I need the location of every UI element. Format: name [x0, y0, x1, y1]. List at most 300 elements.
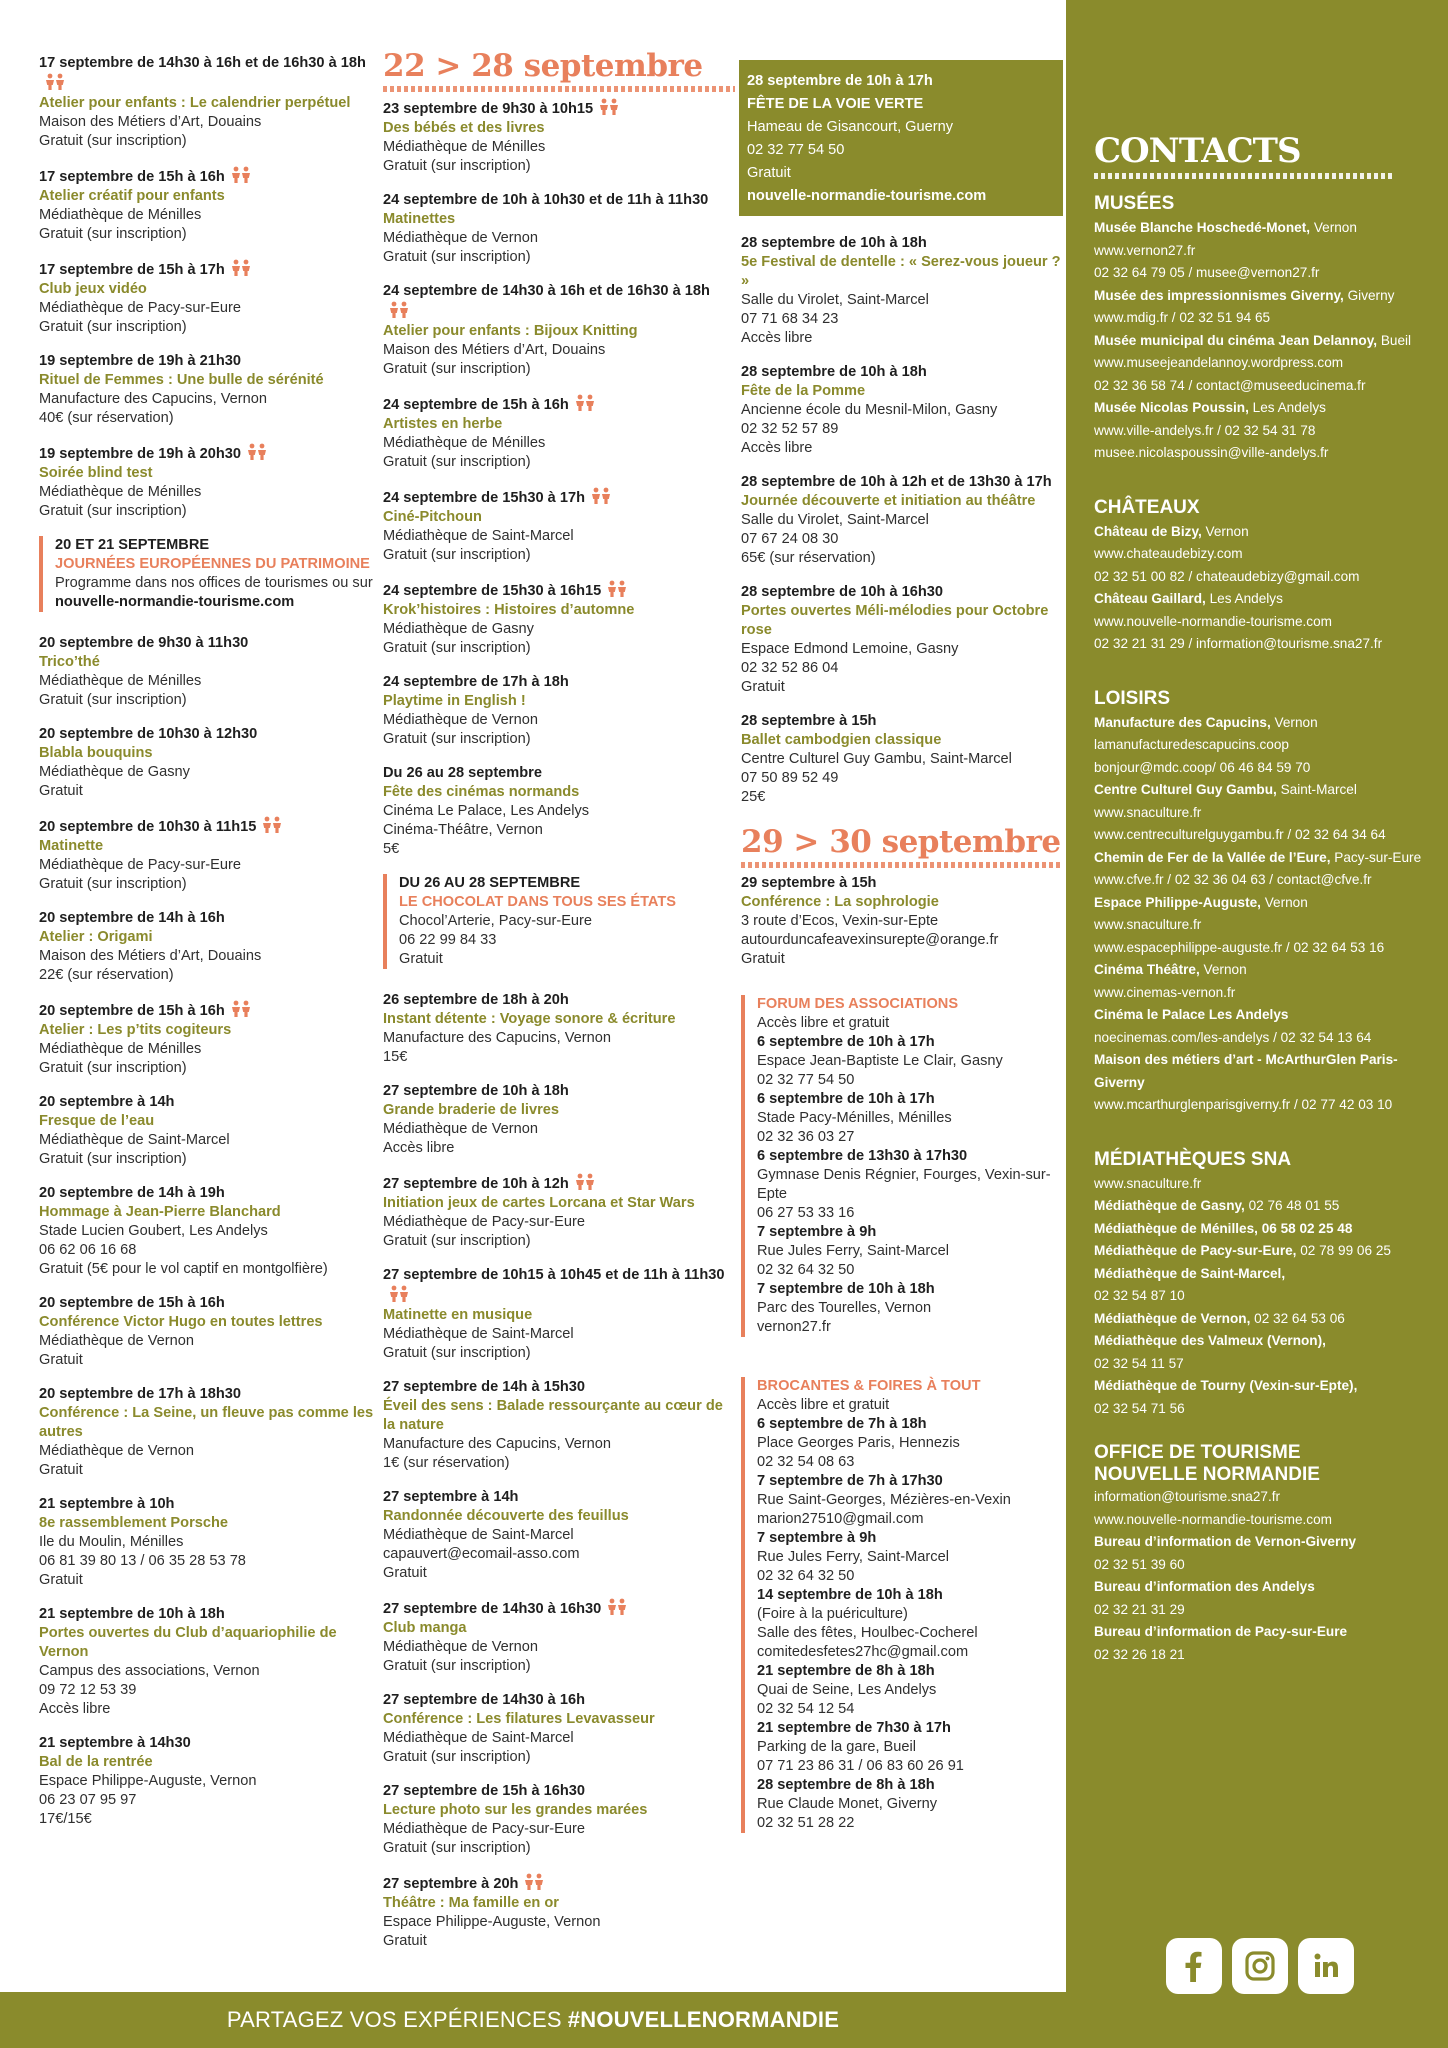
block-item-detail: 02 32 51 28 22	[757, 1815, 855, 1831]
contact-name-line	[1094, 1330, 1424, 1353]
footer-text: PARTAGEZ VOS EXPÉRIENCES	[226, 2007, 562, 2032]
contact-name-line	[1094, 1240, 1424, 1263]
block-item-date: 7 septembre de 7h à 17h30	[757, 1473, 943, 1489]
contact-detail: www.snaculture.fr	[1094, 1175, 1202, 1191]
wavy-divider	[383, 86, 735, 92]
event-header	[383, 1598, 735, 1619]
contact-detail: www.nouvelle-normandie-tourisme.com	[1094, 1511, 1332, 1527]
contact-name-line	[1094, 1218, 1424, 1241]
event-detail: Espace Edmond Lemoine, Gasny	[741, 641, 959, 657]
contact-name-line	[1094, 892, 1424, 915]
event-title: Krok’histoires : Histoires d’automne	[383, 602, 635, 618]
event-date: 29 septembre à 15h	[741, 875, 877, 891]
event-title: Matinettes	[383, 211, 456, 227]
event-title: Lecture photo sur les grandes marées	[383, 1802, 648, 1818]
event-detail: Gratuit	[39, 1572, 83, 1588]
event-title: Bal de la rentrée	[39, 1754, 153, 1770]
contact-name-line	[1094, 1263, 1424, 1286]
block-item-date: 6 septembre de 10h à 17h	[757, 1091, 935, 1107]
event-item	[39, 816, 379, 894]
contact-name-line	[1094, 1195, 1424, 1218]
event-detail: Accès libre	[741, 330, 813, 346]
contact-name: Bureau d’information de Pacy-sur-Eure	[1094, 1624, 1348, 1639]
block-item-detail: Rue Claude Monet, Giverny	[757, 1796, 938, 1812]
contact-entry	[1094, 285, 1424, 330]
children-icon	[605, 1598, 629, 1616]
event-item	[39, 1294, 379, 1370]
event-detail: Médiathèque de Ménilles	[39, 673, 202, 689]
event-title: Club manga	[383, 1620, 467, 1636]
contact-name: Médiathèque de Gasny,	[1094, 1198, 1245, 1213]
contact-entry	[1094, 1375, 1424, 1420]
event-detail: 02 32 52 57 89	[741, 421, 839, 437]
event-detail: Médiathèque de Pacy-sur-Eure	[39, 857, 241, 873]
contact-detail: 02 32 54 11 57	[1094, 1355, 1184, 1371]
contact-detail: www.ville-andelys.fr / 02 32 54 31 78	[1094, 422, 1316, 438]
event-header	[383, 1488, 735, 1507]
contact-name: Médiathèque des Valmeux (Vernon),	[1094, 1333, 1326, 1348]
event-detail: autourduncafeavexinsurepte@orange.fr	[741, 932, 999, 948]
event-detail: Médiathèque de Ménilles	[383, 435, 546, 451]
event-header	[39, 1495, 379, 1514]
brocantes-foires	[741, 1377, 1061, 1833]
children-icon	[260, 816, 284, 834]
event-detail: Gratuit (sur inscription)	[39, 876, 187, 892]
voie-verte-line: 02 32 77 54 50	[747, 142, 845, 158]
event-title: Randonnée découverte des feuillus	[383, 1508, 629, 1524]
event-title: Fête des cinémas normands	[383, 784, 580, 800]
event-title: Ciné-Pitchoun	[383, 509, 482, 525]
contact-detail: www.chateaudebizy.com	[1094, 546, 1243, 561]
contact-entry	[1094, 1576, 1424, 1621]
contact-entry	[1094, 1049, 1424, 1117]
event-detail: 02 32 52 86 04	[741, 660, 839, 676]
voie-verte-link[interactable]: nouvelle-normandie-tourisme.com	[747, 188, 987, 204]
event-detail: 65€ (sur réservation)	[741, 550, 876, 566]
event-header	[39, 634, 379, 653]
event-detail: Maison des Métiers d’Art, Douains	[39, 114, 262, 130]
event-date: 19 septembre de 19h à 20h30	[39, 446, 241, 462]
contact-detail: 02 32 21 31 29 / information@tourisme.sna27.fr	[1094, 636, 1383, 651]
event-item	[383, 764, 735, 859]
event-date: 27 septembre de 14h30 à 16h	[383, 1692, 585, 1708]
contact-place: 02 78 99 06 25	[1296, 1243, 1391, 1258]
event-item	[383, 487, 735, 565]
contact-name: Bureau d’information des Andelys	[1094, 1579, 1315, 1594]
event-date: 20 septembre de 9h30 à 11h30	[39, 635, 249, 651]
contact-entry	[1094, 1004, 1424, 1049]
contact-detail: www.centreculturelguygambu.fr / 02 32 64 34 64	[1094, 827, 1386, 842]
event-detail: 07 67 24 08 30	[741, 531, 839, 547]
block-item-date: 7 septembre à 9h	[757, 1224, 877, 1240]
contact-detail: bonjour@mdc.coop/ 06 46 84 59 70	[1094, 759, 1311, 775]
contact-detail: information@tourisme.sna27.fr	[1094, 1489, 1281, 1504]
event-date: 27 septembre de 14h30 à 16h30	[383, 1601, 602, 1617]
event-date: 24 septembre de 15h30 à 16h15	[383, 583, 602, 599]
event-detail: Gratuit (sur inscription)	[383, 361, 531, 377]
event-header	[383, 1378, 735, 1397]
event-date: 21 septembre à 14h30	[39, 1735, 191, 1751]
children-icon	[43, 73, 67, 91]
event-date: 28 septembre à 15h	[741, 713, 877, 729]
event-detail: Ancienne école du Mesnil-Milon, Gasny	[741, 402, 998, 418]
block-item-detail: 02 32 77 54 50	[757, 1072, 855, 1088]
event-detail: Gratuit (sur inscription)	[39, 133, 187, 149]
block-item-detail: Stade Pacy-Ménilles, Ménilles	[757, 1110, 952, 1126]
event-date: 27 septembre de 10h15 à 10h45 et de 11h à 11h30	[383, 1267, 725, 1283]
block-intro: Accès libre et gratuit	[757, 1015, 890, 1031]
event-header	[39, 1000, 379, 1021]
contact-detail: www.snaculture.fr	[1094, 917, 1202, 932]
event-item	[741, 363, 1061, 458]
spacer	[1094, 1420, 1424, 1442]
block-item-detail: 02 32 36 03 27	[757, 1129, 855, 1145]
spacer	[1094, 656, 1424, 674]
event-header	[383, 1082, 735, 1101]
highlight-title: LE CHOCOLAT DANS TOUS SES ÉTATS	[399, 894, 677, 910]
event-detail: Gratuit	[383, 1933, 427, 1949]
block-item-detail: Parking de la gare, Bueil	[757, 1739, 917, 1755]
contact-name: Cinéma Théâtre,	[1094, 962, 1200, 977]
event-item	[383, 1173, 735, 1251]
block-item-date: 6 septembre de 10h à 17h	[757, 1034, 935, 1050]
event-title: Conférence : Les filatures Levavasseur	[383, 1711, 655, 1727]
instagram-icon[interactable]	[1232, 1938, 1288, 1994]
event-header	[741, 234, 1061, 253]
contact-name-line	[1094, 1049, 1424, 1094]
event-item	[39, 1093, 379, 1169]
contact-place: Vernon	[1199, 962, 1247, 977]
contact-detail: 02 32 26 18 21	[1094, 1646, 1185, 1662]
event-header	[383, 98, 735, 119]
event-detail: Centre Culturel Guy Gambu, Saint-Marcel	[741, 751, 1012, 767]
contact-detail: www.cfve.fr / 02 32 36 04 63 / contact@cfve.fr	[1094, 872, 1372, 887]
event-date: 24 septembre de 17h à 18h	[383, 674, 569, 690]
event-item	[39, 1184, 379, 1279]
event-title: Matinette en musique	[383, 1307, 533, 1323]
event-header	[39, 1093, 379, 1112]
linkedin-icon[interactable]	[1298, 1938, 1354, 1994]
column-3	[741, 60, 1061, 1855]
event-detail: 40€ (sur réservation)	[39, 410, 174, 426]
event-detail: Médiathèque de Ménilles	[39, 484, 202, 500]
contact-category: LOISIRS	[1094, 687, 1171, 709]
event-date: 28 septembre de 10h à 16h30	[741, 584, 943, 600]
event-detail: Gratuit (sur inscription)	[383, 1345, 531, 1361]
event-header	[39, 352, 379, 371]
contact-name: Château Gaillard,	[1094, 591, 1206, 606]
event-list	[741, 874, 1061, 969]
event-date: 28 septembre de 10h à 18h	[741, 235, 927, 251]
block-item-detail: (Foire à la puériculture)	[757, 1606, 908, 1622]
event-detail: Médiathèque de Saint-Marcel	[383, 1527, 574, 1543]
event-title: Hommage à Jean-Pierre Blanchard	[39, 1204, 281, 1220]
contact-detail: 02 32 64 79 05 / musee@vernon27.fr	[1094, 265, 1320, 280]
footer-hashtag[interactable]: #NOUVELLENORMANDIE	[567, 2007, 840, 2032]
event-header	[39, 909, 379, 928]
event-item	[383, 191, 735, 267]
contact-detail: www.mcarthurglenparisgiverny.fr / 02 77 42 03 10	[1094, 1097, 1393, 1112]
event-item	[39, 725, 379, 801]
event-detail: Médiathèque de Ménilles	[39, 1041, 202, 1057]
event-detail: Manufacture des Capucins, Vernon	[383, 1030, 611, 1046]
event-title: Conférence : La Seine, un fleuve pas comme les autres	[39, 1405, 374, 1440]
contact-entry	[1094, 1531, 1424, 1576]
event-detail: Gratuit	[39, 783, 83, 799]
event-item	[741, 874, 1061, 969]
event-detail: Gratuit (sur inscription)	[383, 1233, 531, 1249]
event-detail: Cinéma-Théâtre, Vernon	[383, 822, 543, 838]
event-detail: Maison des Métiers d’Art, Douains	[383, 342, 606, 358]
highlight-patrimoine	[39, 536, 379, 612]
contact-name: Médiathèque de Saint-Marcel,	[1094, 1265, 1286, 1281]
event-detail: Accès libre	[741, 440, 813, 456]
event-detail: Médiathèque de Pacy-sur-Eure	[39, 300, 241, 316]
event-date: 28 septembre de 10h à 12h et de 13h30 à 17h	[741, 474, 1052, 490]
block-title: BROCANTES & FOIRES À TOUT	[757, 1378, 981, 1394]
event-title: Journée découverte et initiation au théâtre	[741, 493, 1036, 509]
event-date: 21 septembre à 10h	[39, 1496, 175, 1512]
event-header	[39, 443, 379, 464]
event-detail: Médiathèque de Saint-Marcel	[383, 1326, 574, 1342]
event-item	[383, 1598, 735, 1676]
event-detail: Ile du Moulin, Ménilles	[39, 1534, 184, 1550]
event-header	[39, 1184, 379, 1203]
block-item-date: 28 septembre de 8h à 18h	[757, 1777, 935, 1793]
event-header	[383, 673, 735, 692]
contact-name: Chemin de Fer de la Vallée de l’Eure,	[1094, 849, 1331, 865]
block-item-detail: Salle des fêtes, Houlbec-Cocherel	[757, 1625, 978, 1641]
contact-detail: www.museejeandelannoy.wordpress.com	[1094, 355, 1344, 370]
event-header	[741, 583, 1061, 602]
column-1	[39, 54, 379, 1844]
event-detail: 15€	[383, 1049, 408, 1065]
event-date: Du 26 au 28 septembre	[383, 765, 542, 781]
contact-entry	[1094, 959, 1424, 1004]
event-detail: Médiathèque de Saint-Marcel	[39, 1132, 230, 1148]
event-title: Trico’thé	[39, 654, 100, 670]
event-detail: Médiathèque de Pacy-sur-Eure	[383, 1214, 585, 1230]
contact-detail: 02 32 54 87 10	[1094, 1288, 1185, 1303]
event-title: Soirée blind test	[39, 465, 153, 481]
contact-name: Manufacture des Capucins,	[1094, 714, 1271, 730]
event-detail: Campus des associations, Vernon	[39, 1663, 260, 1679]
event-detail: 17€/15€	[39, 1811, 92, 1827]
event-date: 27 septembre à 20h	[383, 1876, 519, 1892]
block-item-date: 6 septembre de 7h à 18h	[757, 1416, 927, 1432]
contact-name-line	[1094, 330, 1424, 353]
event-detail: Gratuit	[383, 1565, 427, 1581]
contact-name-line	[1094, 1531, 1424, 1554]
event-title: Atelier créatif pour enfants	[39, 188, 225, 204]
contact-name-line	[1094, 1621, 1424, 1644]
event-header	[39, 725, 379, 744]
event-detail: Médiathèque de Vernon	[39, 1443, 194, 1459]
highlight-date: DU 26 AU 28 SEPTEMBRE	[399, 875, 581, 891]
block-item-detail: 07 71 23 86 31 / 06 83 60 26 91	[757, 1758, 964, 1774]
event-detail: Gratuit (sur inscription)	[383, 1840, 531, 1856]
contact-detail: 02 32 36 58 74 / contact@museeducinema.fr	[1094, 377, 1366, 393]
block-item-detail: Rue Jules Ferry, Saint-Marcel	[757, 1243, 949, 1259]
event-item	[383, 282, 735, 379]
event-date: 20 septembre de 15h à 16h	[39, 1295, 225, 1311]
block-item-detail: Parc des Tourelles, Vernon	[757, 1300, 932, 1316]
event-item	[39, 259, 379, 337]
contact-entry	[1094, 330, 1424, 398]
event-header	[383, 991, 735, 1010]
contact-category: OFFICE DE TOURISME	[1094, 1442, 1301, 1463]
event-date: 20 septembre de 10h30 à 12h30	[39, 726, 258, 742]
contact-entry	[1094, 1218, 1424, 1241]
contact-name-line	[1094, 588, 1424, 611]
event-detail: Médiathèque de Ménilles	[39, 207, 202, 223]
contact-place: Pacy-sur-Eure	[1330, 849, 1422, 865]
event-title: Ballet cambodgien classique	[741, 732, 942, 748]
block-item-date: 21 septembre de 7h30 à 17h	[757, 1720, 951, 1736]
contact-entry	[1094, 892, 1424, 960]
contact-name-line	[1094, 959, 1424, 982]
event-detail: Gratuit (sur inscription)	[39, 226, 187, 242]
contact-place: Vernon	[1201, 523, 1249, 539]
contact-name-line	[1094, 397, 1424, 420]
event-detail: Cinéma Le Palace, Les Andelys	[383, 803, 590, 819]
event-detail: Gratuit (5€ pour le vol captif en montgolfière)	[39, 1261, 328, 1277]
block-title: FORUM DES ASSOCIATIONS	[757, 996, 959, 1012]
event-detail: Gratuit (sur inscription)	[383, 731, 531, 747]
event-detail: Gratuit (sur inscription)	[383, 158, 531, 174]
contacts-sidebar	[1066, 0, 1448, 2048]
contact-name-line	[1094, 712, 1424, 735]
event-item	[741, 234, 1061, 348]
event-detail: Gratuit (sur inscription)	[383, 1749, 531, 1765]
event-item	[383, 991, 735, 1067]
event-detail: 06 62 06 16 68	[39, 1242, 137, 1258]
contact-place: Vernon	[1260, 894, 1308, 910]
event-detail: 1€ (sur réservation)	[383, 1455, 510, 1471]
contact-detail: 02 32 54 71 56	[1094, 1400, 1185, 1416]
voie-verte-line: Hameau de Gisancourt, Guerny	[747, 119, 954, 135]
event-title: Conférence : La sophrologie	[741, 894, 939, 910]
contact-entry	[1094, 1240, 1424, 1263]
contact-entry	[1094, 1621, 1424, 1666]
event-item	[383, 1082, 735, 1158]
contact-detail: musee.nicolaspoussin@ville-andelys.fr	[1094, 445, 1329, 460]
event-date: 20 septembre à 14h	[39, 1094, 175, 1110]
event-list	[383, 991, 735, 1951]
event-detail: Médiathèque de Pacy-sur-Eure	[383, 1821, 585, 1837]
event-detail: Médiathèque de Ménilles	[383, 139, 546, 155]
block-item-detail: Espace Jean-Baptiste Le Clair, Gasny	[757, 1053, 1003, 1069]
event-detail: 09 72 12 53 39	[39, 1682, 137, 1698]
event-item	[383, 1782, 735, 1858]
event-detail: 5€	[383, 841, 400, 857]
contact-category: MÉDIATHÈQUES SNA	[1094, 1148, 1292, 1170]
forum-associations	[741, 995, 1061, 1337]
event-title: Portes ouvertes Méli-mélodies pour Octobre rose	[741, 603, 1049, 638]
event-date: 20 septembre de 14h à 16h	[39, 910, 225, 926]
children-icon	[387, 1285, 411, 1303]
event-detail: Salle du Virolet, Saint-Marcel	[741, 292, 929, 308]
event-date: 21 septembre de 10h à 18h	[39, 1606, 225, 1622]
event-detail: 25€	[741, 789, 766, 805]
event-title: Matinette	[39, 838, 104, 854]
block-item-detail: 02 32 64 32 50	[757, 1262, 855, 1278]
contact-category: CHÂTEAUX	[1094, 496, 1200, 518]
event-detail: Espace Philippe-Auguste, Vernon	[383, 1914, 601, 1930]
event-detail: Médiathèque de Vernon	[39, 1333, 194, 1349]
event-detail: Médiathèque de Gasny	[383, 621, 534, 637]
contact-name: Médiathèque de Vernon,	[1094, 1310, 1251, 1326]
contact-name-line	[1094, 779, 1424, 802]
event-detail: Espace Philippe-Auguste, Vernon	[39, 1773, 257, 1789]
contact-name: Bureau d’information de Vernon-Giverny	[1094, 1534, 1357, 1549]
event-date: 20 septembre de 14h à 19h	[39, 1185, 225, 1201]
event-list	[741, 234, 1061, 807]
children-icon	[573, 394, 597, 412]
contact-place: Les Andelys	[1248, 400, 1326, 415]
children-icon	[605, 580, 629, 598]
block-intro: Accès libre et gratuit	[757, 1397, 890, 1413]
event-detail: Gratuit (sur inscription)	[383, 249, 531, 265]
contact-detail: 02 32 51 00 82 / chateaudebizy@gmail.com	[1094, 568, 1360, 584]
event-item	[39, 1495, 379, 1590]
children-icon	[229, 259, 253, 277]
event-date: 24 septembre de 14h30 à 16h et de 16h30 à 18h	[383, 283, 710, 299]
contact-category: NOUVELLE NORMANDIE	[1094, 1464, 1320, 1485]
event-title: Initiation jeux de cartes Lorcana et Star Wars	[383, 1195, 695, 1211]
contact-name: Maison des métiers d’art - McArthurGlen Paris-Giverny	[1094, 1052, 1398, 1090]
event-date: 27 septembre de 10h à 12h	[383, 1176, 569, 1192]
event-item	[741, 583, 1061, 697]
event-title: 5e Festival de dentelle : « Serez-vous joueur ? »	[741, 254, 1061, 289]
voie-verte-line: Gratuit	[747, 165, 791, 181]
highlight-text: Programme dans nos offices de tourismes ou sur	[55, 575, 373, 591]
highlight-line: 06 22 99 84 33	[399, 932, 497, 948]
contact-entry	[1094, 1330, 1424, 1375]
block-item-date: 21 septembre de 8h à 18h	[757, 1663, 935, 1679]
contact-entry	[1094, 588, 1424, 656]
children-icon	[589, 487, 613, 505]
highlight-link[interactable]: nouvelle-normandie-tourisme.com	[55, 594, 295, 610]
children-icon	[229, 1000, 253, 1018]
contact-detail: www.vernon27.fr	[1094, 242, 1196, 258]
event-detail: Médiathèque de Vernon	[383, 230, 538, 246]
spacer	[1094, 1117, 1424, 1135]
event-date: 17 septembre de 15h à 16h	[39, 169, 225, 185]
contact-name: Musée Blanche Hoschedé-Monet,	[1094, 220, 1311, 235]
event-item	[383, 1378, 735, 1473]
facebook-icon[interactable]	[1166, 1938, 1222, 1994]
event-item	[39, 352, 379, 428]
event-item	[383, 1488, 735, 1583]
section-title-29-30: 29 > 30 septembre	[741, 824, 1061, 860]
wavy-divider	[741, 862, 1061, 868]
contact-name-line	[1094, 847, 1424, 870]
event-item	[39, 909, 379, 985]
highlight-chocolat	[383, 874, 735, 969]
event-detail: Maison des Métiers d’Art, Douains	[39, 948, 262, 964]
event-item	[741, 473, 1061, 568]
event-date: 20 septembre de 17h à 18h30	[39, 1386, 241, 1402]
event-item	[39, 634, 379, 710]
voie-verte-title: FÊTE DE LA VOIE VERTE	[747, 96, 924, 112]
contact-name: Espace Philippe-Auguste,	[1094, 894, 1261, 910]
event-date: 19 septembre de 19h à 21h30	[39, 353, 241, 369]
event-detail: Gratuit (sur inscription)	[39, 319, 187, 335]
event-header	[383, 191, 735, 210]
event-detail: 07 50 89 52 49	[741, 770, 839, 786]
event-item	[39, 54, 379, 151]
